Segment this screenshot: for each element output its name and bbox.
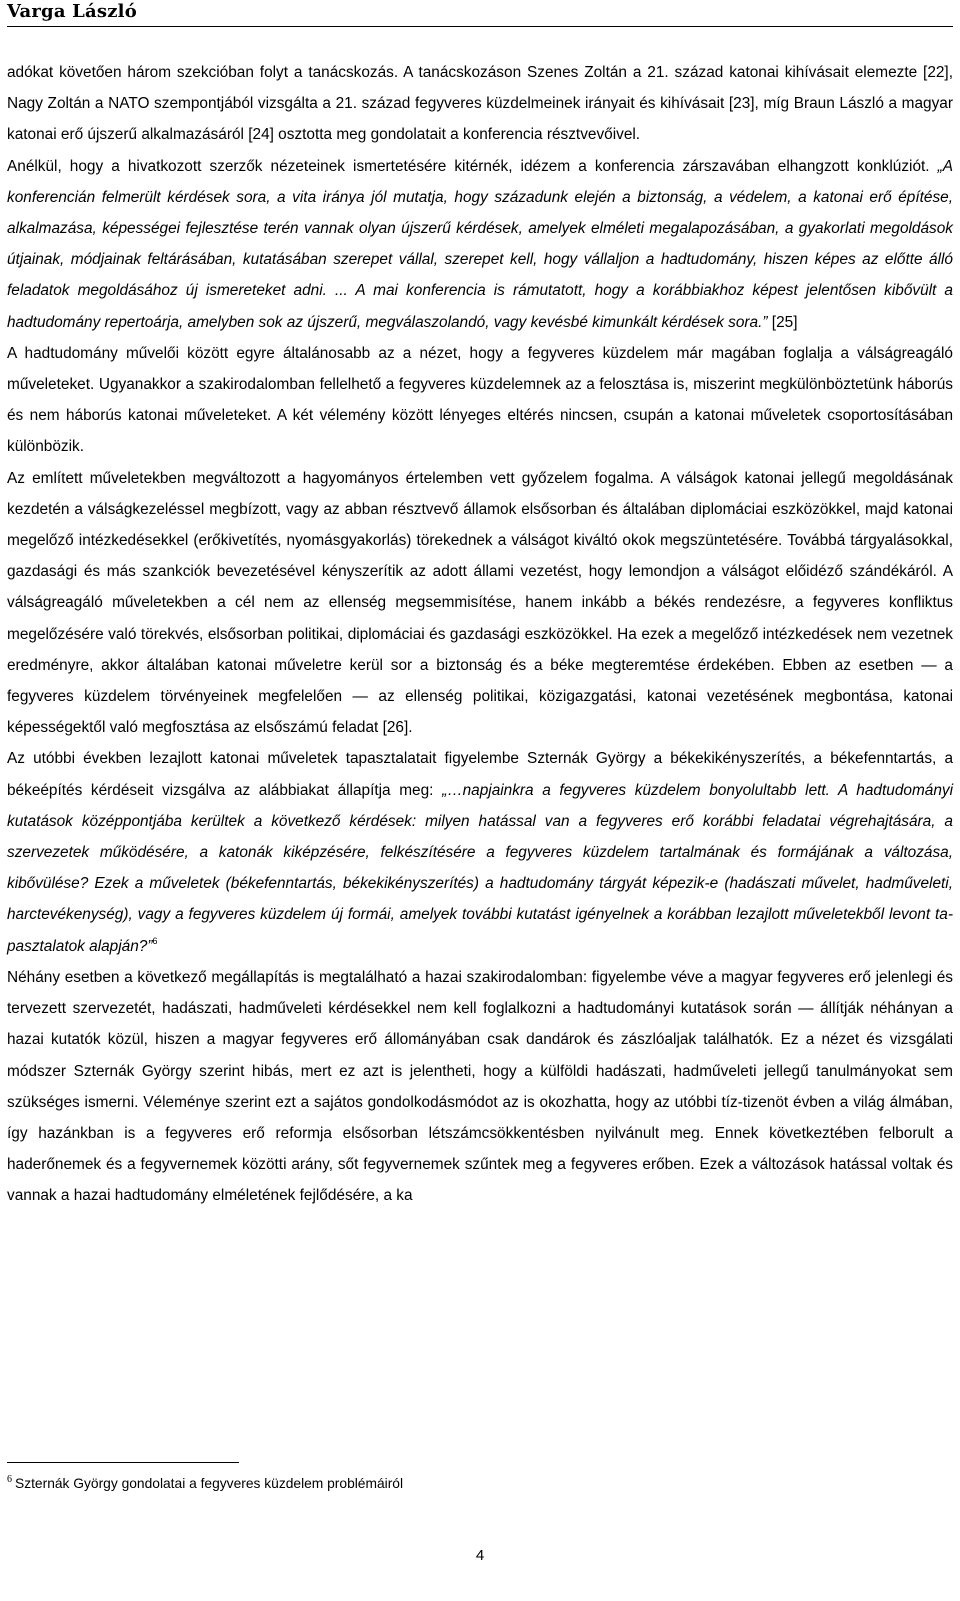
- body-text: [7, 57, 953, 1212]
- footnote: [7, 1474, 403, 1494]
- paragraph-3-text: A hadtudomány művelői között egyre általánosabb az a nézet, hogy a fegyveres küzdelem már magában foglalja a válságreagáló műveleteket. Ugyanakkor a szakirodalomban fellelhető a fegyveres küzdelemnek az a felosztása is, miszerint megkülönböztetünk háborús és nem háborús katonai műveleteket. A két vélemény között lényeges eltérés nincsen, csupán a katonai műveletek csoportosításában különbözik.: [7, 344, 953, 456]
- paragraph-5-lead: Az utóbbi években lezajlott katonai műveletek tapasztalatait figyelembe Szternák György a békekikényszerítés, a békefenntartás, a békeépítés kérdéseit vizsgálva az alábbiakat állapítja meg:: [7, 750, 953, 799]
- paragraph-1-text: adókat követően három szekcióban folyt a tanácskozás. A tanácskozáson Szenes Zoltán a 21. század katonai kihívásait elemezte [22], Nagy Zoltán a NATO szempontjából vizsgálta a 21. század fegyveres küzdelmeinek irányait és kihívásait [23], míg Braun László a magyar katonai erő újszerű alkalmazásáról [24] osztotta meg gondolatait a konferencia résztvevőivel.: [7, 64, 953, 144]
- paragraph-2-quote: „A konferencián felmerült kérdések sora, a vita iránya jól mutatja, hogy századunk elején a biztonság, a védelem, a katonai erő építése, alkalmazása, képességei fejlesztése terén vannak olyan újszerű kérdések, amelyek elméleti megalapozásában, a gyakorlati megoldások útjainak, módjainak feltárásában, kutatásában szerepet vállal, szerepet kell, hogy vállaljon a hadtudomány, hiszen képes az előtte álló feladatok megoldásához új ismereteket adni. ... A mai konferencia is rámutatott, hogy a korábbiakhoz képest jelentősen kibővült a hadtudomány repertoárja, amelyben sok az újszerű, megválaszolandó, vagy kevésbé kimunkált kérdések sora.”: [7, 157, 953, 331]
- page-number: 4: [475, 1547, 485, 1564]
- footnote-text: Szternák György gondolatai a fegyveres küzdelem problémáiról: [15, 1476, 404, 1491]
- paragraph-4: [7, 463, 953, 744]
- paragraph-2-lead: Anélkül, hogy a hivatkozott szerzők nézeteinek ismertetésére kitérnék, idézem a konferencia zárszavában elhangzott konklúziót.: [7, 157, 938, 175]
- paragraph-2: [7, 151, 953, 338]
- running-header-author: Varga László: [7, 1, 137, 22]
- paragraph-3: [7, 338, 953, 463]
- paragraph-6: [7, 962, 953, 1212]
- paragraph-6-text: Néhány esetben a következő megállapítás is megtalálható a hazai szakirodalomban: figyelembe véve a magyar fegyveres erő jelenlegi és tervezett szervezetét, hadászati, hadműveleti kérdésekkel nem kell foglalkozni a hadtudományi kutatások során — állítják néhányan a hazai kutatók közül, hiszen a magyar fegyveres erő állományában csak dandárok és zászlóaljak találhatók. Ez a nézet és vizsgálati módszer Szternák György szerint hibás, mert ez azt is jelentheti, hogy a külföldi hadászati, hadműveleti jellegű tanulmányokat sem szükséges ismerni. Véleménye szerint ezt a sajátos gondolkodásmódot az is okozhatta, hogy az utóbbi tíz-tizenöt évben a világ álmában, így hazánkban is a fegyveres erő reformja elsősorban létszámcsökkentésben nyilvánult meg. Ennek következtében felborult a haderőnemek és a fegyvernemek közötti arány, sőt fegyvernemek szűntek meg a fegyveres erőben. Ezek a változások hatással voltak és vannak a hazai hadtudomány elméletének fejlődésére, a ka: [7, 968, 953, 1205]
- footnote-reference[interactable]: 6: [152, 935, 158, 946]
- header-rule: [7, 26, 953, 27]
- paragraph-2-citation: [25]: [767, 313, 798, 331]
- paragraph-5: [7, 743, 953, 961]
- paragraph-4-text: Az említett műveletekben megváltozott a hagyományos értelemben vett győzelem fogalma. A válságok katonai jellegű megoldásának kezdetén a válságkezeléssel megbízott, vagy az abban résztvevő államok elsősorban és általában diplomáciai eszközökkel, majd katonai megelőző intézkedésekkel (erőkivetítés, nyomásgyakorlás) törekednek a válságot kiváltó okok megszüntetésére. Továbbá tárgyalásokkal, gazdasági és más szankciók bevezetésével kényszerítik az adott állami vezetést, hogy lemondjon a válságot előidéző szándékáról. A válságreagáló műveletekben a cél nem az ellenség megsemmisítése, hanem inkább a békés rendezésre, a fegyveres konfliktus megelőzésére való törekvés, elsősorban politikai, diplomáciai és gazdasági eszközökkel. Ha ezek a megelőző intézkedések nem vezetnek eredményre, akkor általában katonai műveletre kerül sor a biztonság és a béke megteremtése érdekében. Ebben az esetben — a fegyveres küzdelem törvényeinek megfelelően — az ellenség politikai, közigazgatási, katonai vezetésének megbontása, katonai képességektől való megfosztása az elsőszámú feladat [26].: [7, 469, 953, 737]
- footnote-number: 6: [7, 1474, 12, 1485]
- paragraph-1: [7, 57, 953, 151]
- footnote-rule: [7, 1462, 239, 1463]
- paragraph-5-quote: „…napjainkra a fegyveres küzdelem bonyolultabb lett. A hadtudományi kutatások középpontjába kerültek a következő kérdések: milyen hatással van a fegyveres erő korábbi feladatai végrehajtására, a szervezetek működésére, a katonák kiképzésére, felkészítésére a fegyveres küzdelem tartalmának és formájának a változása, kibővülése? Ezek a műveletek (békefenntartás, békekikényszerítés) a hadtudomány tárgyát képezik-e (hadászati művelet, hadműveleti, harctevékenység), vagy a fegyveres küzdelem új formái, amelyek további kutatást igényelnek a korábban lezajlott műveletekből levont tapasztalatok alapján?”: [7, 781, 953, 955]
